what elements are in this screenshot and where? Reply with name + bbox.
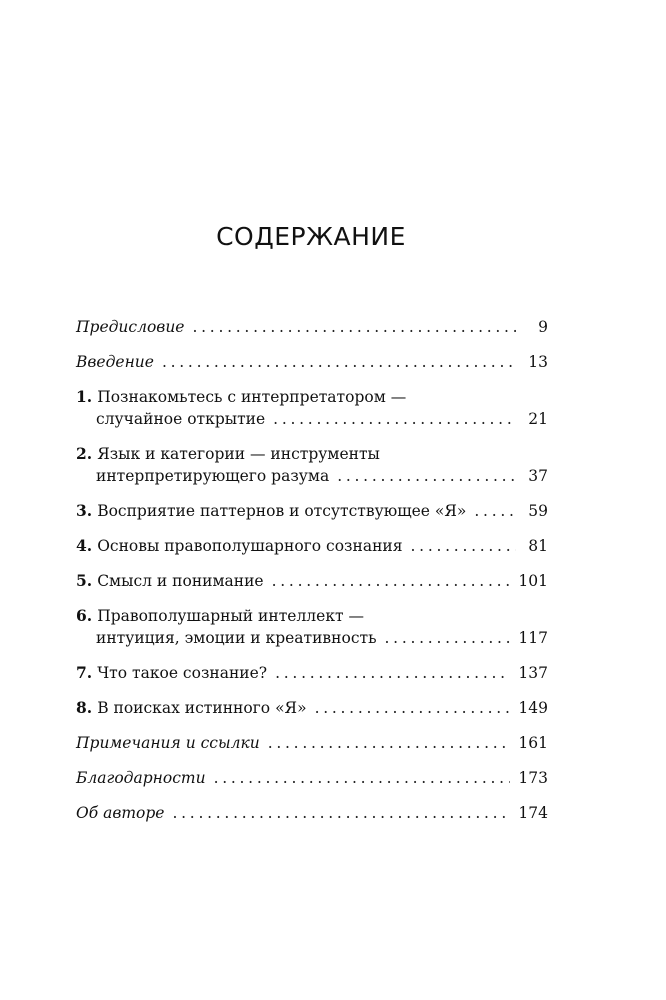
toc-entry-title-cont: интерпретирующего разума: [96, 467, 330, 485]
chapter-number: 8.: [76, 698, 93, 717]
chapter-number: 6.: [76, 606, 93, 625]
toc-entry-title: В поисках истинного «Я»: [97, 699, 307, 717]
toc-entry-chapter-8[interactable]: [76, 697, 548, 719]
toc-entry-title: Примечания и ссылки: [76, 734, 260, 752]
chapter-number: 7.: [76, 663, 93, 682]
toc-entry-acknowledgements[interactable]: [76, 767, 548, 789]
toc-page-number: 13: [528, 353, 548, 371]
dot-leader: [272, 570, 511, 592]
toc-page-number: 59: [528, 502, 548, 520]
chapter-number: 2.: [76, 444, 93, 463]
dot-leader: [385, 627, 511, 649]
toc-entry-title: Об авторе: [76, 804, 165, 822]
toc-page-number: 117: [518, 629, 548, 647]
toc-page-number: 101: [518, 572, 548, 590]
toc-entry-chapter-1[interactable]: [76, 386, 548, 430]
toc-entry-title: Познакомьтесь с интерпретатором —: [97, 388, 407, 406]
dot-leader: [411, 535, 516, 557]
toc-entry-chapter-7[interactable]: [76, 662, 548, 684]
dot-leader: [337, 465, 516, 487]
toc-page-number: 149: [518, 699, 548, 717]
toc-entry-chapter-3[interactable]: [76, 500, 548, 522]
toc-page-number: 81: [528, 537, 548, 555]
table-of-contents: [76, 316, 548, 824]
toc-entry-title: Предисловие: [76, 318, 185, 336]
toc-page-number: 161: [518, 734, 548, 752]
toc-entry-title: Благодарности: [76, 769, 206, 787]
toc-entry-preface[interactable]: [76, 316, 548, 338]
dot-leader: [315, 697, 511, 719]
toc-entry-title: Правополушарный интеллект —: [97, 607, 365, 625]
toc-page-number: 173: [518, 769, 548, 787]
toc-page-number: 21: [528, 410, 548, 428]
toc-page-number: 137: [518, 664, 548, 682]
toc-entry-notes[interactable]: [76, 732, 548, 754]
chapter-number: 5.: [76, 571, 93, 590]
chapter-number: 4.: [76, 536, 93, 555]
dot-leader: [172, 802, 510, 824]
toc-entry-chapter-2[interactable]: [76, 443, 548, 487]
page-title: СОДЕРЖАНИЕ: [216, 222, 406, 251]
toc-entry-chapter-5[interactable]: [76, 570, 548, 592]
toc-entry-title: Введение: [76, 353, 154, 371]
dot-leader: [273, 408, 516, 430]
toc-page-number: 9: [538, 318, 548, 336]
dot-leader: [192, 316, 516, 338]
chapter-number: 3.: [76, 501, 93, 520]
dot-leader: [162, 351, 516, 373]
toc-entry-introduction[interactable]: [76, 351, 548, 373]
toc-entry-about-author[interactable]: [76, 802, 548, 824]
toc-page-number: 174: [518, 804, 548, 822]
dot-leader: [275, 662, 510, 684]
chapter-number: 1.: [76, 387, 93, 406]
toc-entry-chapter-6[interactable]: [76, 605, 548, 649]
toc-entry-title: Смысл и понимание: [97, 572, 264, 590]
dot-leader: [268, 732, 511, 754]
toc-entry-title-cont: интуиция, эмоции и креативность: [96, 629, 377, 647]
toc-entry-title-cont: случайное открытие: [96, 410, 266, 428]
toc-entry-title: Основы правополушарного сознания: [97, 537, 403, 555]
toc-entry-title: Восприятие паттернов и отсутствующее «Я»: [97, 502, 467, 520]
toc-entry-title: Язык и категории — инструменты: [97, 445, 380, 463]
toc-entry-title: Что такое сознание?: [97, 664, 268, 682]
toc-page-number: 37: [528, 467, 548, 485]
dot-leader: [474, 500, 516, 522]
dot-leader: [214, 767, 511, 789]
toc-entry-chapter-4[interactable]: [76, 535, 548, 557]
